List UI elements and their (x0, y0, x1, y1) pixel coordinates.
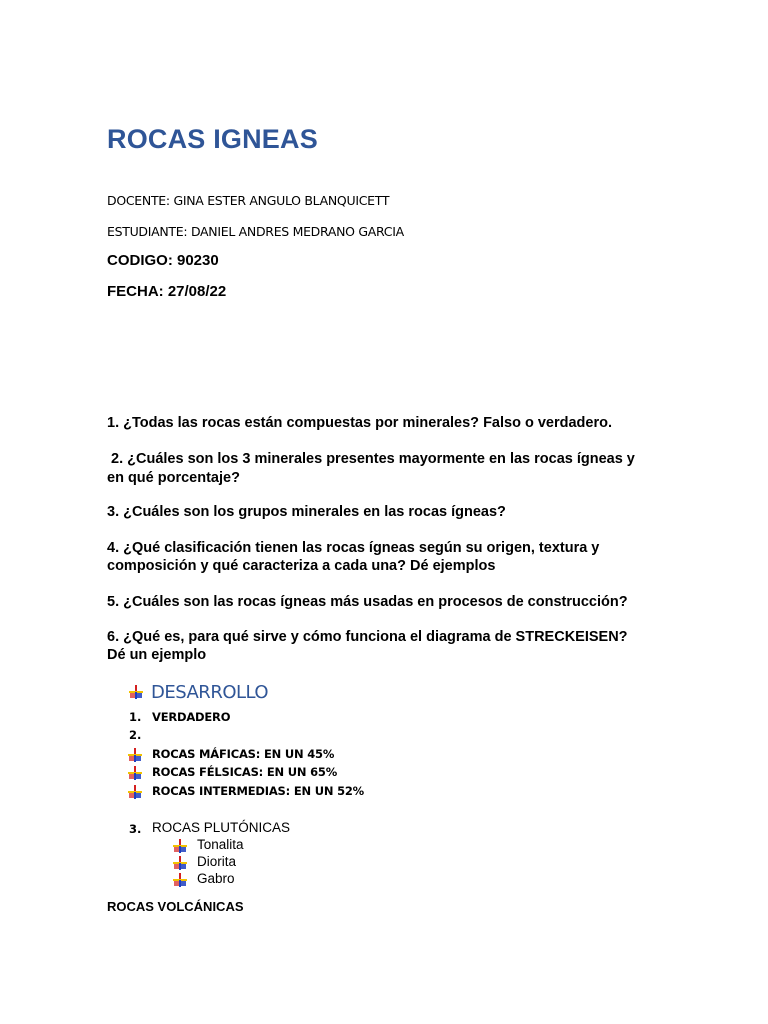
question-4-line-1: 4. ¿Qué clasificación tienen las rocas ígneas según su origen, textura y (107, 540, 600, 556)
list-item: ROCAS INTERMEDIAS: EN UN 52% (152, 784, 365, 798)
question-2-line-2: en qué porcentaje? (107, 470, 240, 486)
rocas-plutonicas-label: ROCAS PLUTÓNICAS (152, 820, 291, 835)
list-item: ROCAS FÉLSICAS: EN UN 65% (152, 765, 338, 779)
question-6-line-2: Dé un ejemplo (107, 647, 207, 663)
colored-cross-bullet-icon (173, 856, 187, 870)
question-2-line-1: 2. ¿Cuáles son los 3 minerales presentes mayormente en las rocas ígneas y (107, 451, 635, 467)
desarrollo-heading: DESARROLLO (151, 682, 269, 703)
list-item: Tonalita (197, 837, 244, 852)
list-item: Gabro (197, 871, 235, 886)
colored-cross-bullet-icon (129, 685, 143, 699)
docente-line: DOCENTE: GINA ESTER ANGULO BLANQUICETT (107, 193, 390, 208)
list-item: ROCAS MÁFICAS: EN UN 45% (152, 747, 335, 761)
colored-cross-bullet-icon (128, 748, 142, 762)
list-item: Diorita (197, 854, 237, 869)
rocas-volcanicas-label: ROCAS VOLCÁNICAS (107, 899, 244, 914)
question-1: 1. ¿Todas las rocas están compuestas por minerales? Falso o verdadero. (107, 415, 612, 431)
colored-cross-bullet-icon (128, 785, 142, 799)
estudiante-line: ESTUDIANTE: DANIEL ANDRES MEDRANO GARCIA (107, 224, 404, 239)
list-number-2: 2. (129, 728, 142, 742)
colored-cross-bullet-icon (173, 839, 187, 853)
codigo-line: CODIGO: 90230 (107, 252, 219, 269)
question-3: 3. ¿Cuáles son los grupos minerales en las rocas ígneas? (107, 504, 506, 520)
question-6-line-1: 6. ¿Qué es, para qué sirve y cómo funciona el diagrama de STRECKEISEN? (107, 629, 628, 645)
colored-cross-bullet-icon (128, 766, 142, 780)
list-number-1: 1. (129, 710, 142, 724)
question-4-line-2: composición y qué caracteriza a cada una? Dé ejemplos (107, 558, 496, 574)
question-5: 5. ¿Cuáles son las rocas ígneas más usadas en procesos de construcción? (107, 594, 628, 610)
fecha-line: FECHA: 27/08/22 (107, 283, 227, 300)
colored-cross-bullet-icon (173, 873, 187, 887)
answer-1: VERDADERO (152, 710, 231, 724)
list-number-3: 3. (129, 822, 142, 836)
document-title: ROCAS IGNEAS (107, 124, 318, 154)
